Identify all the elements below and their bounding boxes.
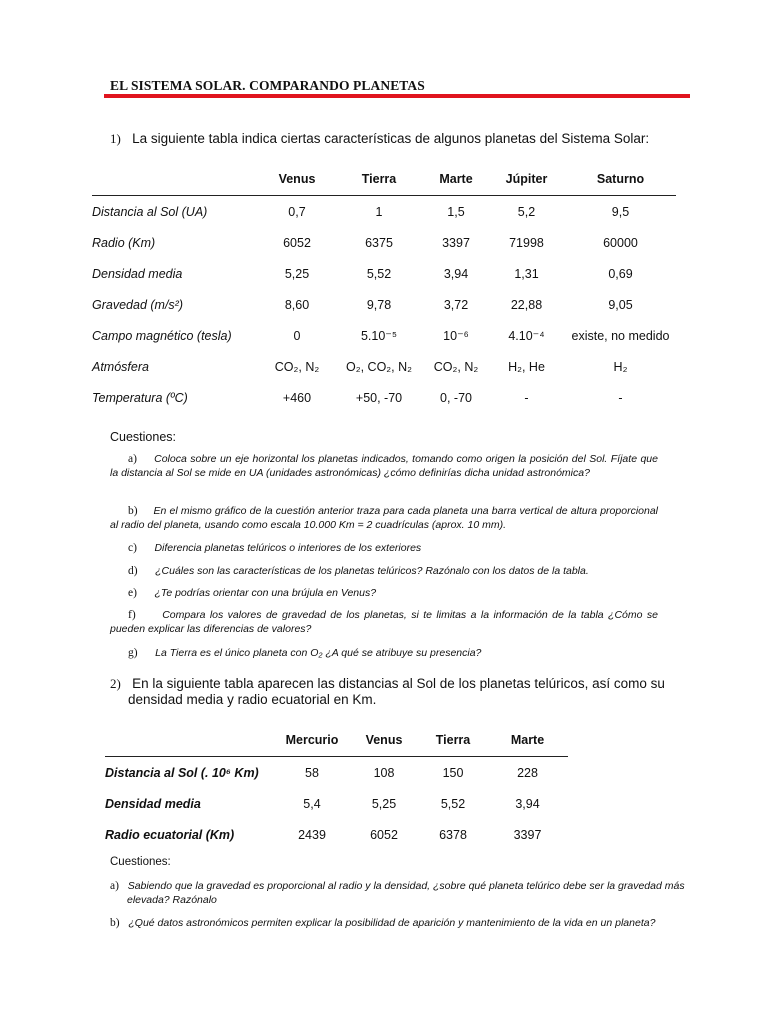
- page-title: EL SISTEMA SOLAR. COMPARANDO PLANETAS: [110, 78, 425, 93]
- table-cell: 22,88: [510, 297, 543, 312]
- row-label: Gravedad (m/s²): [92, 297, 183, 312]
- row-label: Distancia al Sol (UA): [92, 204, 208, 219]
- row-label: Campo magnético (tesla): [92, 328, 232, 343]
- question-letter: g): [128, 647, 138, 659]
- table-header-cell: Júpiter: [505, 172, 548, 186]
- table-cell: 4.10⁻⁴: [508, 329, 545, 343]
- table-header-cell: Tierra: [435, 733, 471, 747]
- table-row: [92, 382, 676, 413]
- table-cell: 3,72: [443, 297, 469, 312]
- q2-number: 2): [110, 676, 121, 691]
- table-header-cell: Mercurio: [285, 733, 339, 747]
- question-text: En el mismo gráfico de la cuestión anterior traza para cada planeta una barra vertical de altura proporcional al radio del planeta, usando como escala 10.000 Km = 2 cuadrículas (aprox. 10 mm).: [110, 505, 658, 531]
- q1-question-g: [128, 646, 658, 660]
- row-label: Distancia al Sol (. 10⁶ Km): [105, 765, 259, 780]
- table-header-cell: [105, 724, 275, 757]
- table-cell: 9,5: [611, 204, 630, 219]
- table-cell: 5,2: [517, 204, 536, 219]
- table-cell: 1: [375, 204, 383, 219]
- table-cell: 3397: [442, 235, 470, 250]
- table-cell: 6375: [365, 235, 393, 250]
- table-cell: 10⁻⁶: [443, 329, 469, 343]
- table-cell: +460: [282, 390, 312, 405]
- table-cell: 6052: [283, 235, 311, 250]
- row-label: Radio ecuatorial (Km): [105, 827, 235, 842]
- q2-question-b: [110, 916, 687, 930]
- question-letter: b): [128, 505, 138, 517]
- table-cell: -: [524, 390, 529, 405]
- row-label: Radio (Km): [92, 235, 156, 250]
- row-label: Densidad media: [105, 796, 201, 811]
- table-cell: 0: [293, 328, 301, 343]
- table-row: [105, 819, 568, 850]
- q1-question-f: [110, 608, 658, 636]
- table-cell: 228: [517, 765, 538, 780]
- table-header-cell: Tierra: [361, 172, 397, 186]
- question-text: Coloca sobre un eje horizontal los planetas indicados, tomando como origen la posición del Sol. Fíjate que la distancia al Sol se mide en UA (unidades astronómicas) ¿cómo definirías dicha unidad astronómica?: [110, 453, 658, 479]
- q1-heading: [110, 131, 649, 147]
- q1-question-d: [128, 564, 658, 578]
- table-row: [92, 227, 676, 258]
- question-letter: d): [128, 565, 138, 577]
- q1-number: 1): [110, 131, 121, 146]
- row-label: Temperatura (ºC): [92, 390, 188, 405]
- table-row: [92, 289, 676, 320]
- planets-table: [92, 163, 676, 413]
- table-header-cell: Marte: [439, 172, 473, 186]
- table-row: [92, 196, 676, 228]
- table-row: [105, 757, 568, 789]
- question-text: Sabiendo que la gravedad es proporcional al radio y la densidad, ¿sobre qué planeta telúrico debe ser la gravedad más elevada? Razónalo: [127, 880, 685, 906]
- table-cell: 2439: [298, 827, 326, 842]
- question-letter: a): [128, 453, 137, 465]
- table-cell: 108: [373, 765, 395, 780]
- title-underline: [104, 94, 690, 98]
- table-header-row: [92, 163, 676, 196]
- table-cell: 60000: [603, 235, 638, 250]
- table-cell: 5,52: [440, 796, 466, 811]
- q1-cuestiones-label: Cuestiones:: [110, 430, 177, 444]
- question-text: ¿Qué datos astronómicos permiten explicar la posibilidad de aparición y mantenimiento de la vida en un planeta?: [128, 917, 656, 929]
- table-cell: 3,94: [443, 266, 469, 281]
- q2-question-a: [110, 879, 687, 907]
- question-letter: b): [110, 917, 120, 929]
- q2-text-line1: En la siguiente tabla aparecen las distancias al Sol de los planetas telúricos, así como su: [132, 676, 665, 691]
- q2-cuestiones-label: Cuestiones:: [110, 856, 171, 868]
- table-cell: O₂, CO₂, N₂: [346, 359, 412, 374]
- question-letter: c): [128, 542, 137, 554]
- table-cell: 8,60: [284, 297, 310, 312]
- q2-heading: [110, 676, 665, 692]
- table-cell: 0, -70: [440, 390, 472, 405]
- table-row: [92, 351, 676, 382]
- table-cell: existe, no medido: [571, 328, 670, 343]
- table-cell: 1,5: [447, 204, 465, 219]
- table-cell: 0,69: [608, 266, 633, 281]
- table-row: [92, 320, 676, 351]
- table-header-cell: Saturno: [596, 172, 645, 186]
- q1-question-e: [128, 586, 658, 600]
- table-cell: 1,31: [514, 266, 539, 281]
- question-letter: f): [128, 609, 136, 621]
- table-cell: H₂: [613, 359, 628, 374]
- question-text: Compara los valores de gravedad de los planetas, si te limitas a la información de la tabla ¿Cómo se pueden explicar las diferencias de valores?: [110, 609, 658, 635]
- table-row: [92, 258, 676, 289]
- table-header-cell: Venus: [278, 172, 316, 186]
- q2-heading-line2: [128, 692, 376, 708]
- table-cell: 150: [442, 765, 464, 780]
- table-header-cell: [92, 163, 260, 196]
- telluric-planets-table: [105, 724, 568, 850]
- table-cell: 0,7: [288, 204, 306, 219]
- table-cell: 6052: [370, 827, 398, 842]
- question-text: La Tierra es el único planeta con O₂ ¿A qué se atribuye su presencia?: [155, 647, 482, 659]
- table-cell: 5,25: [371, 796, 397, 811]
- table-cell: 9,78: [366, 297, 392, 312]
- table-cell: 6378: [439, 827, 467, 842]
- table-cell: -: [618, 390, 623, 405]
- table-cell: 9,05: [608, 297, 633, 312]
- table-header-row: [105, 724, 568, 757]
- question-text: Diferencia planetas telúricos o interiores de los exteriores: [154, 542, 422, 554]
- table-cell: 58: [305, 765, 319, 780]
- table-cell: 3397: [513, 827, 542, 842]
- question-text: ¿Cuáles son las características de los planetas telúricos? Razónalo con los datos de la tabla.: [155, 565, 589, 577]
- table-cell: CO₂, N₂: [433, 359, 479, 374]
- q1-text: La siguiente tabla indica ciertas características de algunos planetas del Sistema Solar:: [132, 131, 650, 146]
- q1-question-a: [110, 452, 658, 480]
- table-header-cell: Marte: [510, 733, 545, 747]
- row-label: Densidad media: [92, 266, 183, 281]
- question-letter: a): [110, 880, 119, 892]
- question-letter: e): [128, 587, 137, 599]
- row-label: Atmósfera: [92, 359, 149, 374]
- table-cell: 5,25: [284, 266, 310, 281]
- table-cell: 71998: [509, 235, 544, 250]
- q1-question-c: [128, 541, 658, 555]
- question-text: ¿Te podrías orientar con una brújula en Venus?: [154, 587, 377, 599]
- q1-question-b: [110, 504, 658, 532]
- table-cell: 3,94: [515, 796, 540, 811]
- table-row: [105, 788, 568, 819]
- table-cell: 5.10⁻⁵: [360, 329, 398, 343]
- table-cell: 5,4: [303, 796, 321, 811]
- table-cell: CO₂, N₂: [274, 359, 320, 374]
- table-header-cell: Venus: [365, 733, 403, 747]
- table-cell: H₂, He: [508, 359, 545, 374]
- table-cell: 5,52: [366, 266, 392, 281]
- table-cell: +50, -70: [355, 390, 403, 405]
- q2-text-line2: densidad media y radio ecuatorial en Km.: [128, 692, 377, 707]
